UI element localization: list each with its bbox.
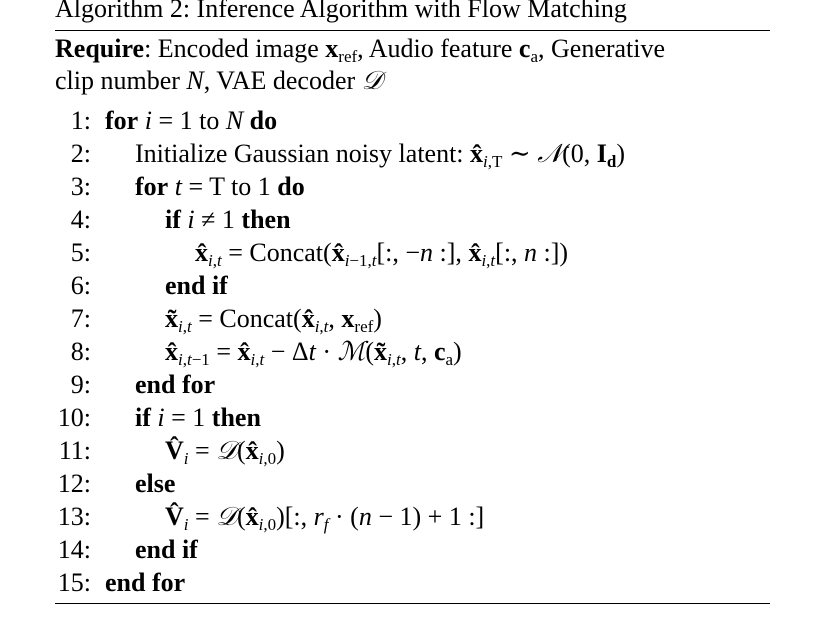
algo-line-6: 6: end if: [55, 269, 770, 302]
algo-line-3: 3: for t = T to 1 do: [55, 170, 770, 203]
algo-line-10: 10: if i = 1 then: [55, 401, 770, 434]
line-number: 12:: [57, 469, 91, 498]
algo-line-15: 15: end for: [55, 566, 770, 599]
line-number: 7:: [70, 304, 91, 333]
bottom-rule: [55, 603, 770, 604]
top-rule: [55, 30, 770, 31]
algorithm-lines: [55, 104, 770, 599]
line-number: 5:: [70, 238, 91, 267]
algo-line-1: 1: for i = 1 to N do: [55, 104, 770, 137]
algo-line-12: 12: else: [55, 467, 770, 500]
algo-line-14: 14: end if: [55, 533, 770, 566]
line-number: 11:: [58, 436, 91, 465]
algo-line-4: 4: if i ≠ 1 then: [55, 203, 770, 236]
algo-line-9: 9: end for: [55, 368, 770, 401]
line-number: 15:: [57, 568, 91, 597]
algorithm-caption: Algorithm 2: Inference Algorithm with Flow Matching: [55, 0, 627, 23]
algo-line-7: 7: $x̃_{i,t}$ = $Concat(x̂_{i,t}$, $x_{ref}$): [55, 302, 770, 335]
line-number: 3:: [70, 172, 91, 201]
line-number: 14:: [57, 535, 91, 564]
line-number: 13:: [57, 502, 91, 531]
line-number: 2:: [70, 139, 91, 168]
require-statement: Require: Encoded image $x_{ref}$, Audio feature $c_a$, Generative clip number N, VAE decoder 𝒟: [55, 34, 666, 95]
algo-line-2: 2: Initialize Gaussian noisy latent: $x̂_{i,T}$ ∼ 𝒩(0, $I_d$): [55, 137, 770, 170]
line-number: 6:: [70, 271, 91, 300]
algo-line-11: 11: $V̂_i$ = $𝒟(x̂_{i,0})$: [55, 434, 770, 467]
line-number: 9:: [70, 370, 91, 399]
require-keyword: Require: [55, 34, 145, 63]
line-number: 10:: [57, 403, 91, 432]
line-number: 8:: [70, 337, 91, 366]
line-number: 1:: [70, 106, 91, 135]
algo-line-13: 13: $V̂_i$ = $𝒟(x̂_{i,0})$[:, $r_f \cdot (n - 1) + 1$ :]: [55, 500, 770, 533]
algo-line-8: 8: $x̂_{i,t-1}$ = $x̂_{i,t} - \Delta t$ · $ℳ(x̃_{i,t}$, t, $c_a$): [55, 335, 770, 368]
algo-line-5: 5: $x̂_{i,t}$ = $Concat(x̂_{i-1,t}$[:, −n :], $x̂_{i,t}$[:, n :]): [55, 236, 770, 269]
line-number: 4:: [70, 205, 91, 234]
